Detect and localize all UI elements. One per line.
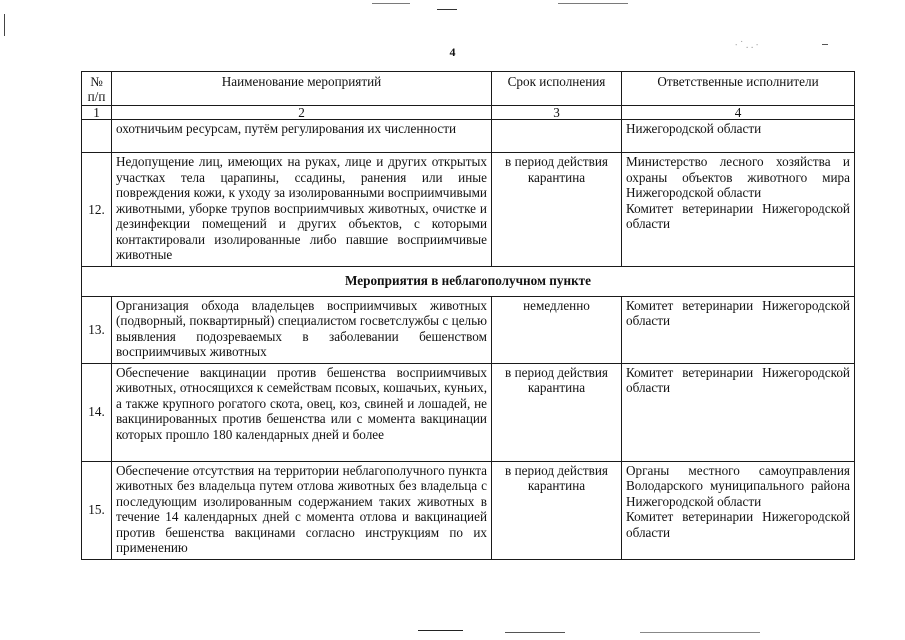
header-name: Наименование мероприятий [112, 72, 492, 106]
header-row [82, 72, 855, 106]
measure-responsible [622, 153, 855, 267]
scan-artifact-bottom-line [418, 630, 463, 631]
measure-name: Обеспечение отсутствия на территории неблагополучного пункта животных без владельца путем отлова животных без владельца с последующим изолированным содержанием таких животных в течение 14 календарных дней с момента отлова и вакцинацией против бешенства вакцинами согласно инструкциям по их применению [112, 461, 492, 559]
column-number: 3 [492, 106, 622, 120]
measure-term: немедленно [492, 296, 622, 363]
scan-artifact-top-line [372, 3, 410, 4]
column-number: 1 [82, 106, 112, 120]
measure-term: в период действия карантина [492, 461, 622, 559]
measures-table [81, 71, 855, 560]
header-resp: Ответственные исполнители [622, 72, 855, 106]
column-number: 4 [622, 106, 855, 120]
measure-term: в период действия карантина [492, 153, 622, 267]
responsible-entry: Органы местного самоуправления Володарского муниципального района Нижегородской области [626, 462, 850, 509]
scan-artifact-bottom-line [505, 632, 565, 633]
measure-name: Организация обхода владельцев восприимчивых животных (подворный, поквартирный) специалистом госветслужбы с целью выявления подозреваемых в заболевании бешенством восприимчивых животных [112, 296, 492, 363]
column-number: 2 [112, 106, 492, 120]
measure-responsible [622, 461, 855, 559]
measure-term: в период действия карантина [492, 363, 622, 461]
scan-artifact-bottom-line [640, 632, 760, 633]
responsible-entry: Комитет ветеринарии Нижегородской области [626, 364, 850, 395]
page-number: 4 [449, 45, 456, 59]
scan-artifact-top-line [437, 9, 457, 10]
scan-artifact-speck: ∙ ˙ . . ∙ [735, 40, 759, 51]
measure-row [82, 461, 855, 559]
responsible-entry: Комитет ветеринарии Нижегородской области [626, 509, 850, 540]
scan-artifact-top-line [558, 3, 628, 4]
continuation-row [82, 120, 855, 153]
responsible-entry: Министерство лесного хозяйства и охраны объектов животного мира Нижегородской области [626, 154, 850, 200]
section-heading-row [82, 267, 855, 297]
measure-name: Недопущение лиц, имеющих на руках, лице и других открытых участках тела царапины, ссадины, ранения или иные повреждения кожи, к уходу за изолированными восприимчивыми животными, уборке трупов восприимчивых животных, очистке и дезинфекции помещений и других объектов, с которыми контактировали изолированные либо павшие восприимчивые животные [112, 153, 492, 267]
section-heading: Мероприятия в неблагополучном пункте [82, 267, 855, 297]
responsible-entry: Комитет ветеринарии Нижегородской области [626, 297, 850, 328]
row-number: 15. [82, 461, 112, 559]
scan-artifact-left-edge [4, 14, 5, 36]
column-number-row [82, 106, 855, 120]
measure-responsible [622, 296, 855, 363]
measure-row [82, 296, 855, 363]
measure-responsible [622, 363, 855, 461]
measure-name: охотничьим ресурсам, путём регулирования их численности [112, 120, 492, 153]
measure-row [82, 153, 855, 267]
row-number: 13. [82, 296, 112, 363]
measure-term [492, 120, 622, 153]
header-num: № п/п [82, 72, 112, 106]
header-term: Срок исполнения [492, 72, 622, 106]
responsible-entry: Комитет ветеринарии Нижегородской области [626, 200, 850, 231]
row-number: 14. [82, 363, 112, 461]
measure-name: Обеспечение вакцинации против бешенства восприимчивых животных, относящихся к семействам псовых, кошачьих, куньих, а также крупного рогатого скота, овец, коз, свиней и лошадей, не вакцинированных против бешенства или с момента вакцинации которых прошло 180 календарных дней и более [112, 363, 492, 461]
row-number: 12. [82, 153, 112, 267]
measure-responsible: Нижегородской области [622, 120, 855, 153]
row-number [82, 120, 112, 153]
measure-row [82, 363, 855, 461]
